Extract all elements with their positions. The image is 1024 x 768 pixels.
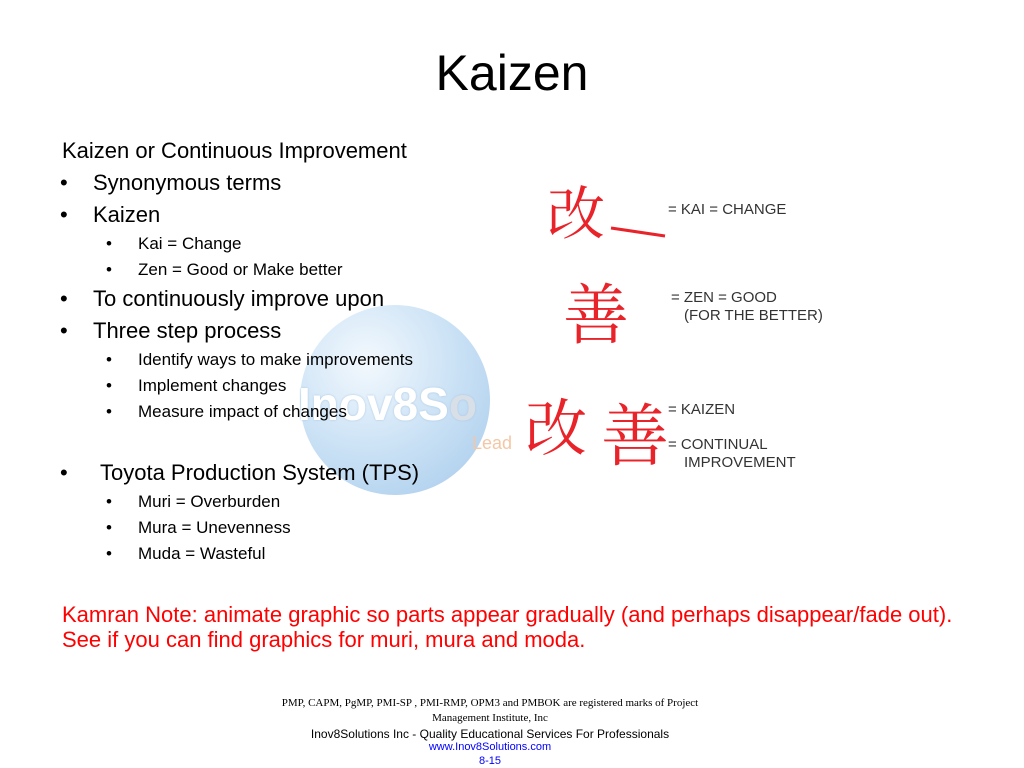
kaizen-label: = KAIZEN — [668, 401, 736, 418]
watermark-tagline: Lead — [472, 433, 513, 453]
watermark-logo-text: Inov8So — [298, 378, 477, 430]
page-number: 8-15 — [478, 755, 502, 767]
continual-label: = CONTINUAL — [668, 436, 768, 453]
footer-company: Inov8Solutions Inc - Quality Educational Services For Professionals — [310, 727, 670, 741]
zen-kanji: 善 — [563, 277, 629, 354]
kai-underline-stroke — [611, 228, 665, 236]
kaizen-zen-kanji: 善 — [601, 398, 670, 477]
kai-kanji: 改 — [547, 180, 606, 248]
zen-label: = ZEN = GOOD — [671, 289, 777, 306]
improvement-label: IMPROVEMENT — [684, 454, 796, 471]
kaizen-kai-kanji: 改 — [525, 392, 588, 465]
kaizen-kanji-graphic — [525, 170, 865, 490]
footer-url-link[interactable]: www.Inov8Solutions.com — [428, 741, 552, 753]
content-heading: Kaizen or Continuous Improvement — [62, 138, 407, 163]
footer-trademark-line: PMP, CAPM, PgMP, PMI-SP , PMI-RMP, OPM3 and PMBOK are registered marks of Project — [281, 697, 699, 709]
slide-title: Kaizen — [435, 45, 589, 101]
kai-label: = KAI = CHANGE — [668, 201, 787, 218]
presenter-note: Kamran Note: animate graphic so parts appear gradually (and perhaps disappear/fade out). See if you can find graphics for muri, mura and moda. — [62, 602, 953, 652]
footer-trademark — [0, 696, 980, 726]
footer-trademark-line: Management Institute, Inc — [432, 712, 548, 724]
zen-label-sub: (FOR THE BETTER) — [684, 307, 823, 324]
